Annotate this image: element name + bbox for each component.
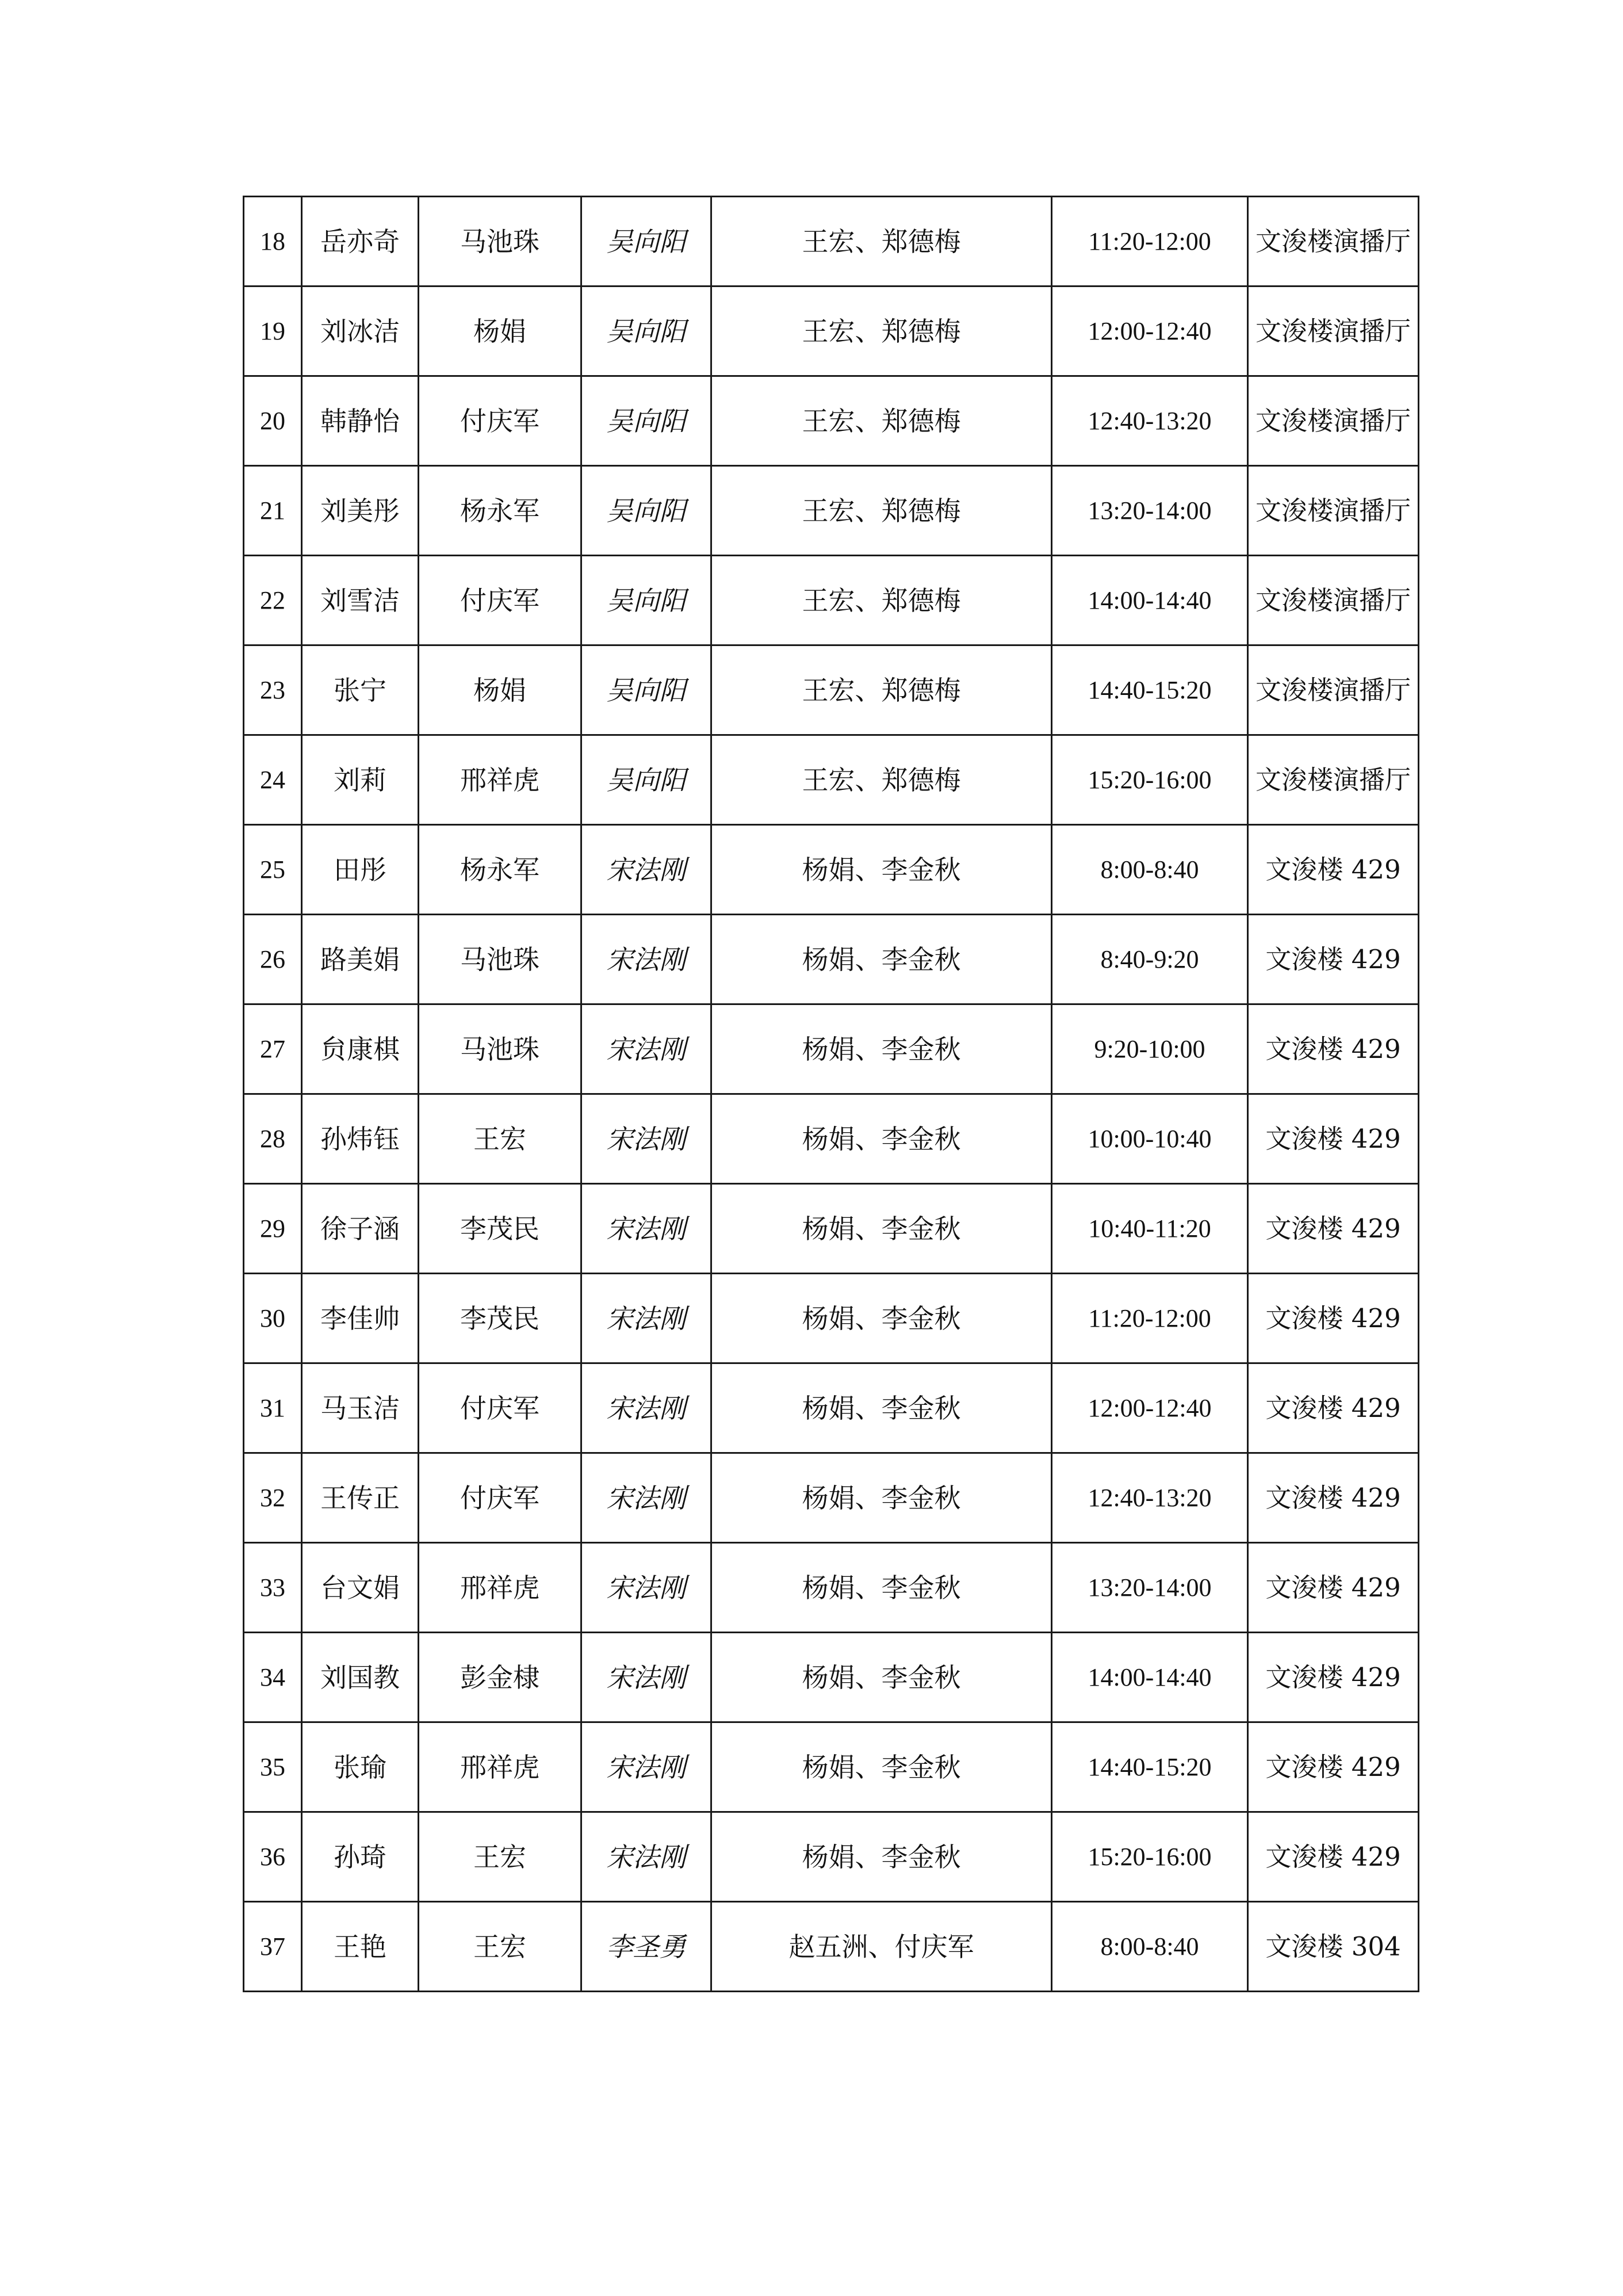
table-row [244, 1812, 1419, 1902]
committee-chair-cell: 宋法刚 [581, 1543, 711, 1633]
student-name-cell: 刘雪洁 [302, 556, 419, 645]
advisor-cell: 杨永军 [419, 825, 581, 915]
committee-chair-cell: 宋法刚 [581, 915, 711, 1004]
row-number-cell: 36 [244, 1812, 302, 1902]
location-cell: 文浚楼演播厅 [1248, 286, 1419, 376]
table-row [244, 1004, 1419, 1094]
committee-members-cell: 杨娟、李金秋 [711, 1274, 1052, 1363]
table-row [244, 1274, 1419, 1363]
time-slot-cell: 8:40-9:20 [1052, 915, 1248, 1004]
advisor-cell: 王宏 [419, 1902, 581, 1992]
table-row [244, 1902, 1419, 1992]
committee-members-cell: 王宏、郑德梅 [711, 286, 1052, 376]
time-slot-cell: 12:40-13:20 [1052, 376, 1248, 466]
time-slot-cell: 10:00-10:40 [1052, 1094, 1248, 1184]
location-cell: 文浚楼演播厅 [1248, 556, 1419, 645]
time-slot-cell: 15:20-16:00 [1052, 1812, 1248, 1902]
location-cell: 文浚楼 429 [1248, 1363, 1419, 1453]
row-number-cell: 31 [244, 1363, 302, 1453]
location-cell: 文浚楼 429 [1248, 1812, 1419, 1902]
advisor-cell: 邢祥虎 [419, 1722, 581, 1812]
student-name-cell: 张宁 [302, 645, 419, 735]
time-slot-cell: 13:20-14:00 [1052, 1543, 1248, 1633]
committee-chair-cell: 吴向阳 [581, 735, 711, 825]
row-number-cell: 28 [244, 1094, 302, 1184]
location-cell: 文浚楼 429 [1248, 1274, 1419, 1363]
student-name-cell: 韩静怡 [302, 376, 419, 466]
time-slot-cell: 14:00-14:40 [1052, 556, 1248, 645]
row-number-cell: 37 [244, 1902, 302, 1992]
time-slot-cell: 8:00-8:40 [1052, 825, 1248, 915]
advisor-cell: 付庆军 [419, 1453, 581, 1543]
row-number-cell: 30 [244, 1274, 302, 1363]
time-slot-cell: 9:20-10:00 [1052, 1004, 1248, 1094]
student-name-cell: 刘美彤 [302, 466, 419, 556]
table-row [244, 376, 1419, 466]
table-row [244, 1453, 1419, 1543]
committee-members-cell: 杨娟、李金秋 [711, 825, 1052, 915]
committee-members-cell: 王宏、郑德梅 [711, 376, 1052, 466]
committee-chair-cell: 宋法刚 [581, 1004, 711, 1094]
committee-chair-cell: 宋法刚 [581, 1453, 711, 1543]
advisor-cell: 马池珠 [419, 915, 581, 1004]
committee-chair-cell: 宋法刚 [581, 1812, 711, 1902]
committee-members-cell: 杨娟、李金秋 [711, 1633, 1052, 1722]
committee-chair-cell: 吴向阳 [581, 197, 711, 286]
student-name-cell: 孙炜钰 [302, 1094, 419, 1184]
advisor-cell: 付庆军 [419, 1363, 581, 1453]
time-slot-cell: 15:20-16:00 [1052, 735, 1248, 825]
student-name-cell: 王艳 [302, 1902, 419, 1992]
advisor-cell: 杨永军 [419, 466, 581, 556]
row-number-cell: 29 [244, 1184, 302, 1274]
committee-members-cell: 杨娟、李金秋 [711, 1363, 1052, 1453]
student-name-cell: 刘冰洁 [302, 286, 419, 376]
committee-members-cell: 杨娟、李金秋 [711, 1453, 1052, 1543]
student-name-cell: 贠康棋 [302, 1004, 419, 1094]
committee-members-cell: 杨娟、李金秋 [711, 915, 1052, 1004]
location-cell: 文浚楼 429 [1248, 1453, 1419, 1543]
time-slot-cell: 12:40-13:20 [1052, 1453, 1248, 1543]
committee-chair-cell: 宋法刚 [581, 1184, 711, 1274]
location-cell: 文浚楼 429 [1248, 1633, 1419, 1722]
row-number-cell: 19 [244, 286, 302, 376]
advisor-cell: 马池珠 [419, 1004, 581, 1094]
row-number-cell: 33 [244, 1543, 302, 1633]
committee-chair-cell: 宋法刚 [581, 825, 711, 915]
committee-chair-cell: 吴向阳 [581, 376, 711, 466]
table-row [244, 1363, 1419, 1453]
table-row [244, 466, 1419, 556]
location-cell: 文浚楼演播厅 [1248, 197, 1419, 286]
location-cell: 文浚楼 429 [1248, 915, 1419, 1004]
time-slot-cell: 14:40-15:20 [1052, 645, 1248, 735]
row-number-cell: 25 [244, 825, 302, 915]
student-name-cell: 田彤 [302, 825, 419, 915]
location-cell: 文浚楼 429 [1248, 1722, 1419, 1812]
student-name-cell: 王传正 [302, 1453, 419, 1543]
committee-chair-cell: 宋法刚 [581, 1094, 711, 1184]
student-name-cell: 徐子涵 [302, 1184, 419, 1274]
committee-chair-cell: 吴向阳 [581, 556, 711, 645]
advisor-cell: 李茂民 [419, 1184, 581, 1274]
committee-members-cell: 杨娟、李金秋 [711, 1004, 1052, 1094]
time-slot-cell: 8:00-8:40 [1052, 1902, 1248, 1992]
advisor-cell: 彭金棣 [419, 1633, 581, 1722]
committee-members-cell: 杨娟、李金秋 [711, 1812, 1052, 1902]
table-row [244, 1184, 1419, 1274]
committee-chair-cell: 宋法刚 [581, 1274, 711, 1363]
advisor-cell: 王宏 [419, 1812, 581, 1902]
row-number-cell: 21 [244, 466, 302, 556]
committee-members-cell: 王宏、郑德梅 [711, 466, 1052, 556]
table-row [244, 286, 1419, 376]
location-cell: 文浚楼演播厅 [1248, 466, 1419, 556]
table-row [244, 735, 1419, 825]
time-slot-cell: 14:00-14:40 [1052, 1633, 1248, 1722]
row-number-cell: 34 [244, 1633, 302, 1722]
student-name-cell: 马玉洁 [302, 1363, 419, 1453]
time-slot-cell: 12:00-12:40 [1052, 286, 1248, 376]
student-name-cell: 刘莉 [302, 735, 419, 825]
table-row [244, 1094, 1419, 1184]
student-name-cell: 路美娟 [302, 915, 419, 1004]
advisor-cell: 李茂民 [419, 1274, 581, 1363]
time-slot-cell: 14:40-15:20 [1052, 1722, 1248, 1812]
time-slot-cell: 12:00-12:40 [1052, 1363, 1248, 1453]
location-cell: 文浚楼演播厅 [1248, 645, 1419, 735]
committee-chair-cell: 宋法刚 [581, 1363, 711, 1453]
advisor-cell: 付庆军 [419, 376, 581, 466]
row-number-cell: 20 [244, 376, 302, 466]
row-number-cell: 26 [244, 915, 302, 1004]
location-cell: 文浚楼 429 [1248, 825, 1419, 915]
student-name-cell: 岳亦奇 [302, 197, 419, 286]
student-name-cell: 台文娟 [302, 1543, 419, 1633]
table-row [244, 1543, 1419, 1633]
table-row [244, 645, 1419, 735]
location-cell: 文浚楼 429 [1248, 1004, 1419, 1094]
committee-chair-cell: 吴向阳 [581, 645, 711, 735]
committee-chair-cell: 宋法刚 [581, 1722, 711, 1812]
committee-members-cell: 杨娟、李金秋 [711, 1184, 1052, 1274]
student-name-cell: 孙琦 [302, 1812, 419, 1902]
advisor-cell: 杨娟 [419, 645, 581, 735]
row-number-cell: 23 [244, 645, 302, 735]
table-row [244, 197, 1419, 286]
committee-members-cell: 杨娟、李金秋 [711, 1094, 1052, 1184]
row-number-cell: 32 [244, 1453, 302, 1543]
row-number-cell: 24 [244, 735, 302, 825]
location-cell: 文浚楼 429 [1248, 1543, 1419, 1633]
committee-members-cell: 王宏、郑德梅 [711, 556, 1052, 645]
table-row [244, 1722, 1419, 1812]
student-name-cell: 李佳帅 [302, 1274, 419, 1363]
row-number-cell: 27 [244, 1004, 302, 1094]
time-slot-cell: 11:20-12:00 [1052, 197, 1248, 286]
defense-schedule-table [243, 196, 1419, 1992]
time-slot-cell: 10:40-11:20 [1052, 1184, 1248, 1274]
committee-members-cell: 杨娟、李金秋 [711, 1543, 1052, 1633]
committee-chair-cell: 吴向阳 [581, 286, 711, 376]
committee-members-cell: 王宏、郑德梅 [711, 197, 1052, 286]
committee-chair-cell: 李圣勇 [581, 1902, 711, 1992]
time-slot-cell: 13:20-14:00 [1052, 466, 1248, 556]
committee-members-cell: 王宏、郑德梅 [711, 645, 1052, 735]
advisor-cell: 付庆军 [419, 556, 581, 645]
location-cell: 文浚楼 429 [1248, 1094, 1419, 1184]
row-number-cell: 22 [244, 556, 302, 645]
advisor-cell: 杨娟 [419, 286, 581, 376]
row-number-cell: 35 [244, 1722, 302, 1812]
row-number-cell: 18 [244, 197, 302, 286]
advisor-cell: 邢祥虎 [419, 1543, 581, 1633]
location-cell: 文浚楼 429 [1248, 1184, 1419, 1274]
table-row [244, 556, 1419, 645]
table-row [244, 1633, 1419, 1722]
location-cell: 文浚楼 304 [1248, 1902, 1419, 1992]
committee-members-cell: 杨娟、李金秋 [711, 1722, 1052, 1812]
committee-members-cell: 赵五洲、付庆军 [711, 1902, 1052, 1992]
time-slot-cell: 11:20-12:00 [1052, 1274, 1248, 1363]
committee-members-cell: 王宏、郑德梅 [711, 735, 1052, 825]
location-cell: 文浚楼演播厅 [1248, 735, 1419, 825]
schedule-body [244, 197, 1419, 1992]
advisor-cell: 马池珠 [419, 197, 581, 286]
advisor-cell: 邢祥虎 [419, 735, 581, 825]
table-row [244, 915, 1419, 1004]
student-name-cell: 刘国教 [302, 1633, 419, 1722]
committee-chair-cell: 宋法刚 [581, 1633, 711, 1722]
location-cell: 文浚楼演播厅 [1248, 376, 1419, 466]
table-row [244, 825, 1419, 915]
advisor-cell: 王宏 [419, 1094, 581, 1184]
committee-chair-cell: 吴向阳 [581, 466, 711, 556]
student-name-cell: 张瑜 [302, 1722, 419, 1812]
